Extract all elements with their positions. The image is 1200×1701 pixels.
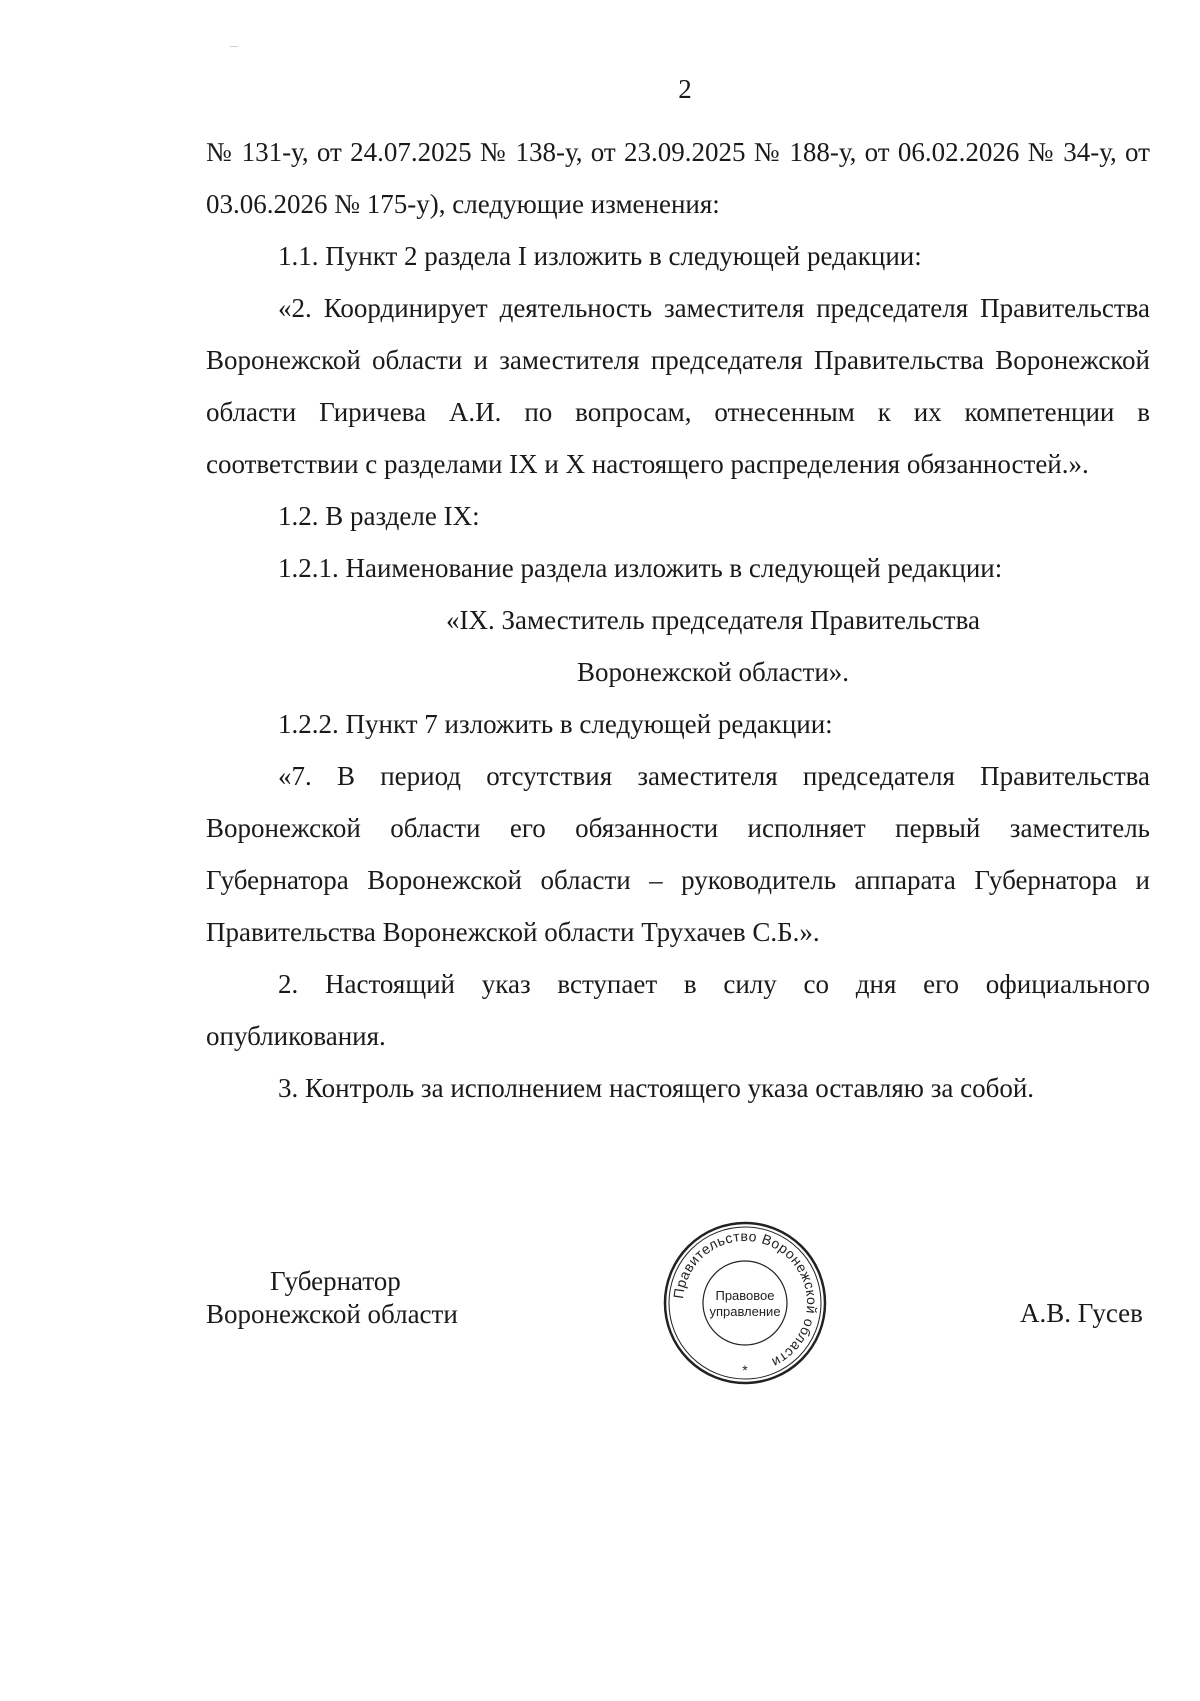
stamp-star: * (742, 1362, 748, 1378)
paragraph-quote-7: «7. В период отсутствия заместителя председателя Правительства Воронежской области его обязанности исполняет первый заместитель Губернатора Воронежской области – руководитель аппарата Губернатора и Правительства Воронежской области Трухачев С.Б.». (206, 761, 1150, 947)
paragraph-1-1: 1.1. Пункт 2 раздела I изложить в следующей редакции: (278, 241, 922, 271)
paragraph-1-2-2: 1.2.2. Пункт 7 изложить в следующей редакции: (278, 709, 833, 739)
paragraph-1-2: 1.2. В разделе IX: (278, 501, 480, 531)
stamp-center-line-2: управление (709, 1304, 781, 1319)
paragraph-continuation: № 131-у, от 24.07.2025 № 138-у, от 23.09.2025 № 188-у, от 06.02.2026 № 34-у, от 03.06.2026 № 175-у), следующие изменения: (206, 137, 1150, 219)
signatory-position-line-1: Губернатор (270, 1266, 401, 1296)
paragraph-1-2-1: 1.2.1. Наименование раздела изложить в следующей редакции: (278, 553, 1003, 583)
signatory-position-line-2: Воронежской области (206, 1299, 458, 1329)
signatory-name: А.В. Гусев (1020, 1298, 1143, 1328)
stamp-ring-text: Правительство Воронежской области (670, 1227, 821, 1372)
official-stamp (660, 1218, 830, 1388)
page-number: 2 (678, 74, 692, 104)
section-title-line-2: Воронежской области». (576, 657, 850, 687)
paragraph-3: 3. Контроль за исполнением настоящего указа оставляю за собой. (278, 1073, 1035, 1103)
section-title-line-1: «IX. Заместитель председателя Правительства (446, 605, 980, 635)
scan-mark (230, 46, 238, 47)
document-body (206, 126, 1150, 1114)
signatory-position (206, 1265, 458, 1331)
paragraph-quote-2: «2. Координирует деятельность заместителя председателя Правительства Воронежской области и заместителя председателя Правительства Воронежской области Гиричева А.И. по вопросам, отнесенным к их компетенции в соответствии с разделами IX и X настоящего распределения обязанностей.». (206, 293, 1150, 479)
paragraph-2: 2. Настоящий указ вступает в силу со дня его официального опубликования. (206, 969, 1150, 1051)
stamp-center-line-1: Правовое (715, 1288, 775, 1303)
